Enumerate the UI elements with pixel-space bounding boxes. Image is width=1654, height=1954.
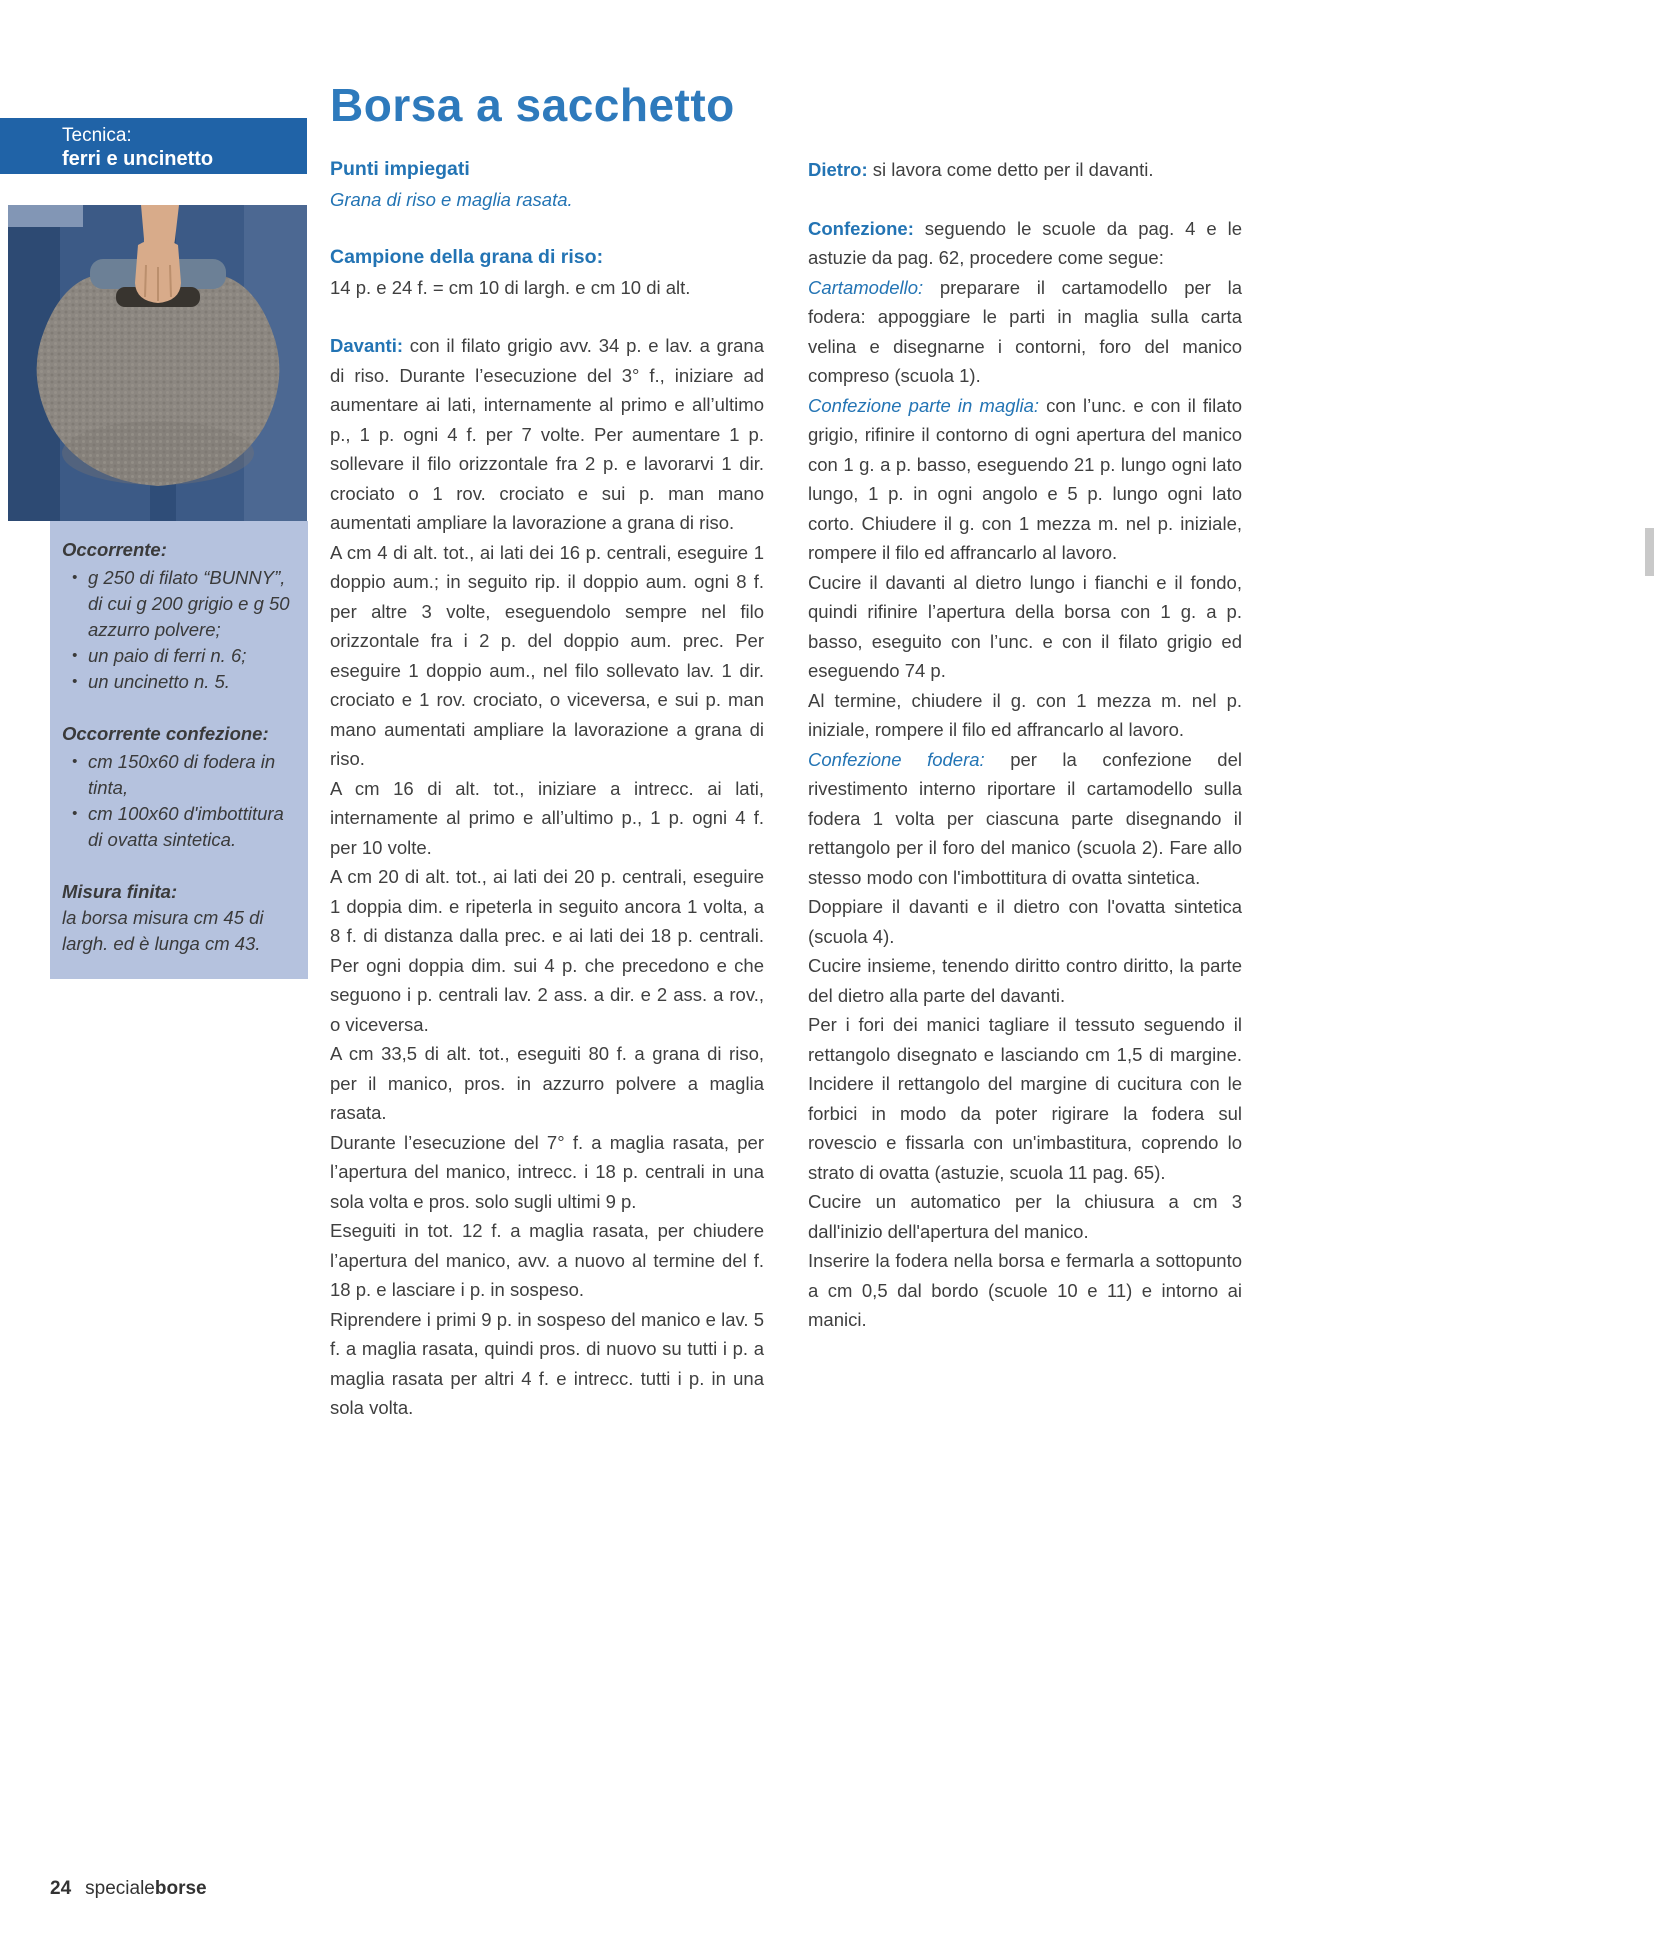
paragraph-text: Per i fori dei manici tagliare il tessuto seguendo il rettangolo disegnato e lasciando cm 1,5 di margine. Incidere il rettangolo del margine di cucitura con le forbici in modo da poter rigirare la fodera sul rovescio e fissarla con un'imbastitura, coprendo lo strato di ovatta (astuzie, scuola 11 pag. 65).	[808, 1014, 1242, 1183]
paragraph	[808, 686, 1242, 745]
stitches-subtext: Grana di riso e maglia rasata.	[330, 188, 573, 210]
paragraph	[330, 774, 764, 863]
paragraph-text: Inserire la fodera nella borsa e fermarla a sottopunto a cm 0,5 dal bordo (scuole 10 e 11) e intorno ai manici.	[808, 1250, 1242, 1330]
paragraph-text: Eseguiti in tot. 12 f. a maglia rasata, per chiudere l’apertura del manico, avv. a nuovo al termine del f. 18 p. e lasciare i p. in sospeso.	[330, 1220, 764, 1300]
materials-list	[62, 565, 294, 695]
paragraph-confezione-maglia	[808, 391, 1242, 568]
paragraph-text: seguendo le scuole da pag. 4 e le astuzie da pag. 62, procedere come segue:	[808, 217, 1242, 268]
paragraph-text: si lavora come detto per il davanti.	[872, 159, 1154, 180]
paragraph	[808, 568, 1242, 686]
paragraph	[330, 538, 764, 774]
paragraph-text: Durante l’esecuzione del 7° f. a maglia rasata, per l’apertura del manico, intrecc. i 18 p. centrali in una sola volta e pros. solo sugli ultimi 9 p.	[330, 1131, 764, 1212]
list-item: • un paio di ferri n. 6;	[62, 643, 294, 669]
paragraph-text: Cucire il davanti al dietro lungo i fianchi e il fondo, quindi rifinire l’apertura della borsa con 1 g. a p. basso, eseguito con l’unc. e con il filato grigio ed eseguendo 74 p.	[808, 571, 1242, 681]
technique-value: ferri e uncinetto	[62, 148, 214, 170]
list-item: • cm 150x60 di fodera in tinta,	[62, 749, 294, 801]
paragraph	[330, 1039, 764, 1128]
stitches-heading: Punti impiegati	[330, 158, 470, 180]
paragraph	[330, 1128, 764, 1217]
paragraph	[330, 1216, 764, 1305]
materials-box	[50, 521, 308, 979]
column-left	[330, 155, 764, 1423]
brand-light: speciale	[85, 1878, 155, 1899]
paragraph-text: con il filato grigio avv. 34 p. e lav. a grana di riso. Durante l’esecuzione del 3° f., iniziare ad aumentare ai lati, internamente al primo e all’ultimo p., 1 p. ogni 4 f. per 7 volte. Per aumentare 1 p. sollevare il filo orizzontale fra 2 p. e lavorarvi 1 dir. crociato o 1 rov. crociato e sui p. man mano aumentati ampliare la lavorazione a grana di riso.	[330, 335, 764, 533]
paragraph-text: Doppiare il davanti e il dietro con l'ovatta sintetica (scuola 4).	[808, 896, 1242, 947]
column-right	[808, 155, 1242, 1335]
packaging-materials-list	[62, 749, 294, 853]
paragraph	[808, 1187, 1242, 1246]
finished-size-text: la borsa misura cm 45 di largh. ed è lunga cm 43.	[62, 907, 264, 954]
paragraph-lead: Confezione fodera:	[808, 748, 1011, 770]
paragraph	[330, 1305, 764, 1423]
paragraph-lead: Confezione parte in maglia:	[808, 394, 1047, 416]
paragraph-text: Cucire insieme, tenendo diritto contro diritto, la parte del dietro alla parte del davanti.	[808, 955, 1242, 1006]
paragraph-dietro	[808, 155, 1242, 185]
paragraph-text: Cucire un automatico per la chiusura a cm 3 dall'inizio dell'apertura del manico.	[808, 1191, 1242, 1242]
brand-bold: borse	[154, 1878, 207, 1899]
page-footer	[50, 1878, 207, 1900]
paragraph-text: preparare il cartamodello per la fodera: appoggiare le parti in maglia sulla carta velina e disegnarne i contorni, foro del manico compreso (scuola 1).	[808, 276, 1243, 386]
paragraph	[808, 1246, 1242, 1335]
gauge-text: 14 p. e 24 f. = cm 10 di largh. e cm 10 di alt.	[330, 276, 691, 298]
paragraph-confezione-fodera	[808, 745, 1242, 893]
list-item: • un uncinetto n. 5.	[62, 669, 294, 695]
bag-photo-image	[8, 205, 307, 521]
page-title: Borsa a sacchetto	[330, 79, 735, 131]
paragraph-text: Riprendere i primi 9 p. in sospeso del manico e lav. 5 f. a maglia rasata, quindi pros. di nuovo su tutti i p. a maglia rasata per altri 4 f. e intrecc. tutti i p. in una sola volta.	[330, 1308, 764, 1418]
paragraph-lead: Cartamodello:	[808, 276, 940, 298]
technique-box	[0, 118, 307, 174]
paragraph-text: A cm 20 di alt. tot., ai lati dei 20 p. centrali, eseguire 1 doppia dim. e ripeterla in seguito ancora 1 volta, a 8 f. di distanza dalla prec. e ai lati dei 18 p. centrali. Per ogni doppia dim. sui 4 p. che precedono e che seguono i p. centrali lav. 2 ass. a dir. e 2 ass. a rov., o viceversa.	[330, 866, 764, 1035]
paragraph-confezione	[808, 214, 1242, 273]
gauge-heading: Campione della grana di riso:	[330, 246, 604, 268]
page-edge-tab	[1645, 528, 1654, 576]
finished-size-heading: Misura finita:	[62, 881, 178, 902]
page-number: 24	[50, 1878, 72, 1899]
list-item: • cm 100x60 d'imbottitura di ovatta sintetica.	[62, 801, 294, 853]
paragraph	[808, 1010, 1242, 1187]
bag-photo	[8, 205, 307, 521]
paragraph-text: A cm 4 di alt. tot., ai lati dei 16 p. centrali, eseguire 1 doppio aum.; in seguito rip. il doppio aum. ogni 8 f. per altre 3 volte, eseguendolo sempre nel filo orizzontale fra i 2 p. del doppio aum. prec. Per eseguire 1 doppio aum., nel filo sollevato lav. 1 dir. crociato e 1 rov. crociato, o viceversa, e sui p. man mano aumentati ampliare la lavorazione a grana di riso.	[330, 541, 764, 769]
paragraph-text: per la confezione del rivestimento interno riportare il cartamodello sulla fodera 1 volta per ciascuna parte disegnando il rettangolo per il foro del manico (scuola 2). Fare allo stesso modo con l'imbottitura di ovatta sintetica.	[808, 748, 1242, 888]
paragraph	[330, 862, 764, 1039]
technique-label: Tecnica:	[62, 125, 132, 146]
paragraph-lead: Davanti:	[330, 335, 410, 356]
paragraph	[808, 892, 1242, 951]
paragraph-cartamodello	[808, 273, 1242, 391]
paragraph	[808, 951, 1242, 1010]
paragraph-davanti	[330, 331, 764, 538]
materials-heading: Occorrente:	[62, 539, 167, 560]
paragraph-lead: Dietro:	[808, 159, 873, 180]
paragraph-text: Al termine, chiudere il g. con 1 mezza m. nel p. iniziale, rompere il filo ed affrancarlo al lavoro.	[808, 689, 1242, 740]
paragraph-text: A cm 16 di alt. tot., iniziare a intrecc. ai lati, internamente al primo e all’ultimo p., 1 p. ogni 4 f. per 10 volte.	[330, 777, 764, 858]
paragraph-text: con l’unc. e con il filato grigio, rifinire il contorno di ogni apertura del manico con 1 g. a p. basso, eseguendo 21 p. lungo ogni lato lungo, 1 p. in ogni angolo e 5 p. lungo ogni lato corto. Chiudere il g. con 1 mezza m. nel p. iniziale, rompere il filo ed affrancarlo al lavoro.	[808, 394, 1242, 563]
list-item: • g 250 di filato “BUNNY”, di cui g 200 grigio e g 50 azzurro polvere;	[62, 565, 294, 643]
paragraph-text: A cm 33,5 di alt. tot., eseguiti 80 f. a grana di riso, per il manico, pros. in azzurro polvere a maglia rasata.	[330, 1043, 764, 1123]
magazine-brand	[85, 1878, 206, 1899]
packaging-materials-heading: Occorrente confezione:	[62, 723, 269, 744]
paragraph-lead: Confezione:	[808, 217, 925, 239]
